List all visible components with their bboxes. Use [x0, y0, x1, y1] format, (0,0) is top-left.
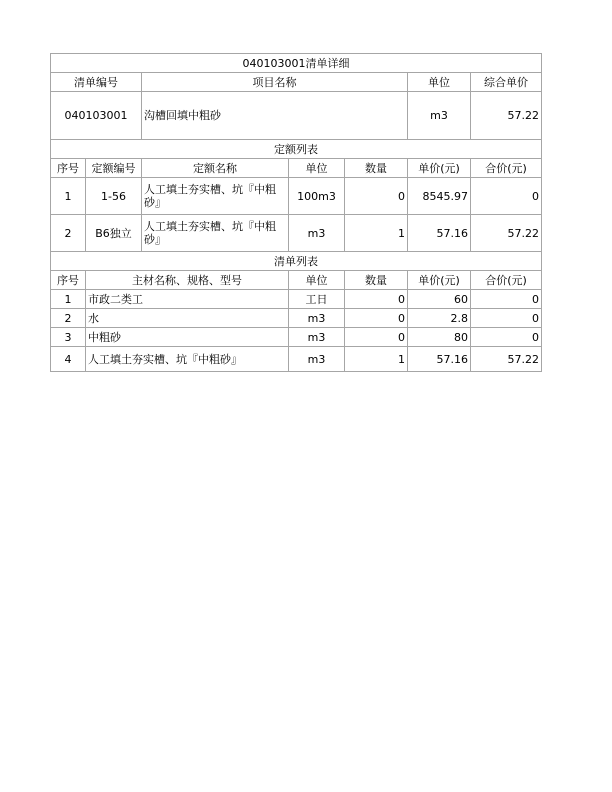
material-row	[51, 328, 542, 347]
quota-no: 1	[51, 178, 86, 215]
quota-unit: m3	[289, 215, 345, 252]
material-total: 57.22	[471, 347, 542, 372]
quota-price: 57.16	[408, 215, 471, 252]
material-row	[51, 290, 542, 309]
quota-name: 人工填土夯实槽、坑『中粗砂』	[142, 178, 289, 215]
material-row	[51, 309, 542, 328]
header-unit: 单位	[408, 73, 471, 92]
material-unit: m3	[289, 309, 345, 328]
material-unit: m3	[289, 347, 345, 372]
material-row	[51, 347, 542, 372]
material-qty: 0	[345, 328, 408, 347]
material-name: 中粗砂	[86, 328, 289, 347]
quota-header-qty: 数量	[345, 159, 408, 178]
material-total: 0	[471, 328, 542, 347]
quota-qty: 0	[345, 178, 408, 215]
quota-header-price: 单价(元)	[408, 159, 471, 178]
material-unit: 工日	[289, 290, 345, 309]
materials-header-unit: 单位	[289, 271, 345, 290]
material-name: 市政二类工	[86, 290, 289, 309]
quota-no: 2	[51, 215, 86, 252]
quota-section-title: 定额列表	[51, 140, 542, 159]
quota-unit: 100m3	[289, 178, 345, 215]
quota-name: 人工填土夯实槽、坑『中粗砂』	[142, 215, 289, 252]
material-total: 0	[471, 309, 542, 328]
quota-row	[51, 178, 542, 215]
bill-code: 040103001	[51, 92, 142, 140]
materials-section-title: 清单列表	[51, 252, 542, 271]
material-price: 80	[408, 328, 471, 347]
quota-row	[51, 215, 542, 252]
quota-total: 0	[471, 178, 542, 215]
material-unit: m3	[289, 328, 345, 347]
bill-name: 沟槽回填中粗砂	[142, 92, 408, 140]
quota-total: 57.22	[471, 215, 542, 252]
material-price: 2.8	[408, 309, 471, 328]
quota-header-unit: 单位	[289, 159, 345, 178]
bill-price: 57.22	[471, 92, 542, 140]
material-qty: 0	[345, 309, 408, 328]
material-name: 水	[86, 309, 289, 328]
sheet-title: 040103001清单详细	[51, 54, 542, 73]
quota-price: 8545.97	[408, 178, 471, 215]
material-price: 57.16	[408, 347, 471, 372]
material-no: 3	[51, 328, 86, 347]
materials-header-qty: 数量	[345, 271, 408, 290]
materials-header-total: 合价(元)	[471, 271, 542, 290]
materials-header-price: 单价(元)	[408, 271, 471, 290]
materials-header-name: 主材名称、规格、型号	[86, 271, 289, 290]
quota-code: B6独立	[86, 215, 142, 252]
material-no: 1	[51, 290, 86, 309]
header-name: 项目名称	[142, 73, 408, 92]
quota-header-name: 定额名称	[142, 159, 289, 178]
material-price: 60	[408, 290, 471, 309]
quota-header-code: 定额编号	[86, 159, 142, 178]
material-no: 4	[51, 347, 86, 372]
quota-qty: 1	[345, 215, 408, 252]
quota-header-no: 序号	[51, 159, 86, 178]
material-qty: 1	[345, 347, 408, 372]
material-no: 2	[51, 309, 86, 328]
material-qty: 0	[345, 290, 408, 309]
quota-header-total: 合价(元)	[471, 159, 542, 178]
quota-code: 1-56	[86, 178, 142, 215]
header-code: 清单编号	[51, 73, 142, 92]
header-price: 综合单价	[471, 73, 542, 92]
materials-header-no: 序号	[51, 271, 86, 290]
bill-detail-table	[50, 53, 542, 372]
bill-unit: m3	[408, 92, 471, 140]
material-name: 人工填土夯实槽、坑『中粗砂』	[86, 347, 289, 372]
material-total: 0	[471, 290, 542, 309]
